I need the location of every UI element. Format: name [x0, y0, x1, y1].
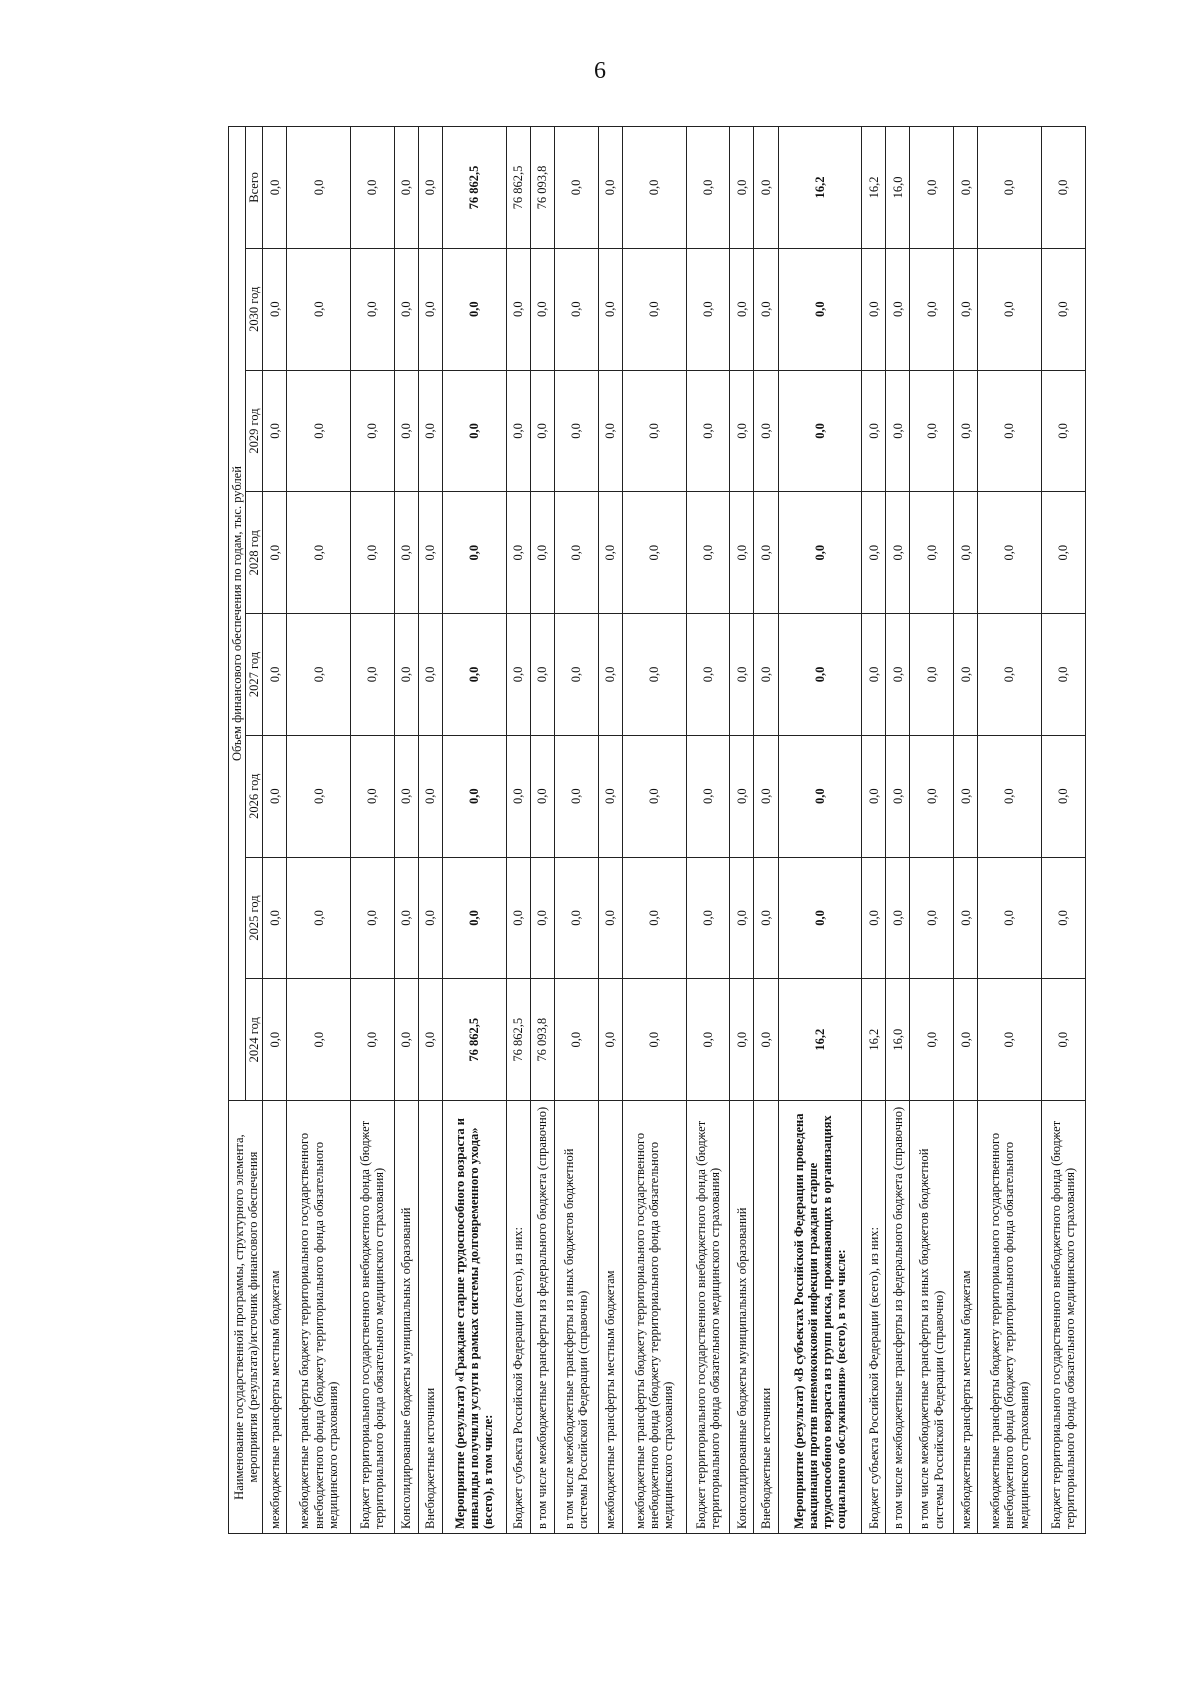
row-year-value: 0,0: [443, 370, 507, 492]
row-year-value: 0,0: [530, 857, 554, 979]
row-year-value: 0,0: [287, 735, 351, 857]
row-total-value: 0,0: [394, 127, 418, 249]
row-total-value: 16,2: [862, 127, 886, 249]
row-year-value: 0,0: [622, 735, 686, 857]
row-year-value: 0,0: [622, 370, 686, 492]
row-total-value: 0,0: [598, 127, 622, 249]
row-year-value: 0,0: [394, 248, 418, 370]
row-year-value: 0,0: [910, 979, 954, 1101]
row-total-value: 0,0: [287, 127, 351, 249]
row-source-name: Бюджет территориального государственного внебюджетного фонда (бюджет территориального фонда обязательного медицинского страхования): [686, 1101, 730, 1534]
row-year-value: 0,0: [730, 248, 754, 370]
row-year-value: 0,0: [910, 735, 954, 857]
row-year-value: 0,0: [418, 614, 442, 736]
row-total-value: 76 862,5: [443, 127, 507, 249]
table-row: [954, 127, 978, 1534]
row-year-value: 0,0: [754, 370, 778, 492]
row-year-value: 0,0: [622, 979, 686, 1101]
row-year-value: 0,0: [954, 857, 978, 979]
page-number: 6: [594, 58, 606, 84]
table-row: [862, 127, 886, 1534]
row-year-value: 0,0: [506, 857, 530, 979]
row-year-value: 0,0: [954, 370, 978, 492]
row-total-value: 0,0: [730, 127, 754, 249]
row-total-value: 0,0: [910, 127, 954, 249]
row-year-value: 76 093,8: [530, 979, 554, 1101]
row-total-value: 0,0: [686, 127, 730, 249]
row-year-value: 0,0: [554, 735, 598, 857]
row-year-value: 0,0: [886, 735, 910, 857]
row-year-value: 0,0: [598, 492, 622, 614]
table-row: [910, 127, 954, 1534]
row-year-value: 0,0: [418, 492, 442, 614]
row-source-name: Мероприятие (результат) «В субъектах Российской Федерации проведена вакцинация против пневмококковой инфекции граждан старше трудоспособного возраста из групп риска, проживающих в организациях социального обслуживания» (всего), в том числе:: [778, 1101, 862, 1534]
header-total: Всего: [246, 127, 263, 249]
row-total-value: 0,0: [554, 127, 598, 249]
table-row: [886, 127, 910, 1534]
table-row: [554, 127, 598, 1534]
row-year-value: 0,0: [1041, 492, 1085, 614]
row-year-value: 0,0: [263, 248, 287, 370]
header-row-top: [229, 127, 246, 1534]
table-row: [506, 127, 530, 1534]
row-year-value: 0,0: [263, 614, 287, 736]
row-total-value: 0,0: [351, 127, 395, 249]
row-year-value: 0,0: [598, 735, 622, 857]
row-year-value: 0,0: [730, 492, 754, 614]
row-year-value: 0,0: [754, 248, 778, 370]
row-year-value: 0,0: [886, 492, 910, 614]
row-year-value: 0,0: [862, 614, 886, 736]
row-year-value: 0,0: [1041, 248, 1085, 370]
row-year-value: 0,0: [686, 735, 730, 857]
row-year-value: 0,0: [554, 370, 598, 492]
row-year-value: 0,0: [622, 857, 686, 979]
row-year-value: 16,0: [886, 979, 910, 1101]
row-year-value: 0,0: [862, 735, 886, 857]
row-year-value: 0,0: [443, 492, 507, 614]
row-year-value: 0,0: [263, 857, 287, 979]
row-year-value: 0,0: [978, 248, 1042, 370]
row-year-value: 0,0: [730, 857, 754, 979]
row-source-name: в том числе межбюджетные трансферты из федерального бюджета (справочно): [530, 1101, 554, 1534]
row-source-name: межбюджетные трансферты местным бюджетам: [954, 1101, 978, 1534]
row-year-value: 0,0: [351, 614, 395, 736]
row-year-value: 0,0: [554, 248, 598, 370]
row-year-value: 0,0: [754, 979, 778, 1101]
header-group-title: Объем финансового обеспечения по годам, тыс. рублей: [229, 127, 246, 1101]
row-year-value: 0,0: [506, 370, 530, 492]
row-total-value: 0,0: [418, 127, 442, 249]
row-year-value: 0,0: [954, 492, 978, 614]
row-year-value: 0,0: [686, 857, 730, 979]
header-year: 2025 год: [246, 857, 263, 979]
row-year-value: 0,0: [418, 857, 442, 979]
row-year-value: 0,0: [394, 492, 418, 614]
row-year-value: 0,0: [778, 248, 862, 370]
row-year-value: 0,0: [598, 248, 622, 370]
row-year-value: 0,0: [287, 857, 351, 979]
row-year-value: 16,2: [862, 979, 886, 1101]
row-year-value: 0,0: [730, 370, 754, 492]
table-row: [1041, 127, 1085, 1534]
row-year-value: 0,0: [418, 735, 442, 857]
header-name-column: Наименование государственной программы, структурного элемента, мероприятия (результата)/источник финансового обеспечения: [229, 1101, 263, 1534]
table-row: [418, 127, 442, 1534]
row-year-value: 0,0: [287, 370, 351, 492]
row-year-value: 0,0: [554, 857, 598, 979]
row-year-value: 0,0: [978, 735, 1042, 857]
row-year-value: 0,0: [622, 614, 686, 736]
row-year-value: 0,0: [351, 370, 395, 492]
row-year-value: 0,0: [418, 979, 442, 1101]
row-year-value: 0,0: [554, 979, 598, 1101]
row-year-value: 0,0: [598, 979, 622, 1101]
row-year-value: 0,0: [954, 248, 978, 370]
row-year-value: 0,0: [886, 370, 910, 492]
row-year-value: 0,0: [686, 370, 730, 492]
row-year-value: 0,0: [886, 614, 910, 736]
row-total-value: 0,0: [263, 127, 287, 249]
row-year-value: 0,0: [886, 248, 910, 370]
row-source-name: в том числе межбюджетные трансферты из федерального бюджета (справочно): [886, 1101, 910, 1534]
table-row: [263, 127, 287, 1534]
row-year-value: 0,0: [598, 614, 622, 736]
row-source-name: Бюджет субъекта Российской Федерации (всего), из них:: [506, 1101, 530, 1534]
row-year-value: 0,0: [598, 370, 622, 492]
header-year: 2024 год: [246, 979, 263, 1101]
row-year-value: 0,0: [622, 492, 686, 614]
table-row: [778, 127, 862, 1534]
row-year-value: 0,0: [730, 979, 754, 1101]
row-year-value: 0,0: [778, 492, 862, 614]
row-source-name: межбюджетные трансферты местным бюджетам: [598, 1101, 622, 1534]
header-year: 2030 год: [246, 248, 263, 370]
row-total-value: 0,0: [978, 127, 1042, 249]
row-year-value: 0,0: [910, 248, 954, 370]
row-source-name: Бюджет территориального государственного внебюджетного фонда (бюджет территориального фонда обязательного медицинского страхования): [351, 1101, 395, 1534]
row-year-value: 0,0: [686, 979, 730, 1101]
row-year-value: 0,0: [954, 979, 978, 1101]
table-row: [754, 127, 778, 1534]
row-total-value: 0,0: [954, 127, 978, 249]
row-year-value: 0,0: [1041, 735, 1085, 857]
row-year-value: 0,0: [862, 370, 886, 492]
table-row: [978, 127, 1042, 1534]
row-year-value: 0,0: [978, 857, 1042, 979]
row-year-value: 0,0: [754, 492, 778, 614]
row-year-value: 0,0: [978, 979, 1042, 1101]
row-year-value: 0,0: [506, 492, 530, 614]
row-year-value: 0,0: [730, 735, 754, 857]
row-year-value: 0,0: [287, 248, 351, 370]
table-body: [263, 127, 1086, 1534]
row-year-value: 0,0: [263, 735, 287, 857]
row-year-value: 0,0: [351, 979, 395, 1101]
table-row: [443, 127, 507, 1534]
table-row: [730, 127, 754, 1534]
row-source-name: Консолидированные бюджеты муниципальных образований: [730, 1101, 754, 1534]
table-row: [622, 127, 686, 1534]
rotated-table-wrapper: [228, 126, 1086, 1534]
row-year-value: 0,0: [351, 857, 395, 979]
row-year-value: 0,0: [287, 492, 351, 614]
row-year-value: 0,0: [530, 370, 554, 492]
row-year-value: 0,0: [394, 979, 418, 1101]
row-year-value: 0,0: [394, 370, 418, 492]
row-source-name: в том числе межбюджетные трансферты из иных бюджетов бюджетной системы Российской Федерации (справочно): [910, 1101, 954, 1534]
row-year-value: 0,0: [754, 735, 778, 857]
row-year-value: 0,0: [530, 614, 554, 736]
row-year-value: 0,0: [954, 614, 978, 736]
header-year: 2026 год: [246, 735, 263, 857]
row-total-value: 0,0: [1041, 127, 1085, 249]
row-total-value: 76 862,5: [506, 127, 530, 249]
row-year-value: 0,0: [686, 492, 730, 614]
row-total-value: 0,0: [622, 127, 686, 249]
row-year-value: 0,0: [554, 492, 598, 614]
row-year-value: 0,0: [443, 248, 507, 370]
row-source-name: Бюджет территориального государственного внебюджетного фонда (бюджет территориального фонда обязательного медицинского страхования): [1041, 1101, 1085, 1534]
row-year-value: 0,0: [778, 370, 862, 492]
row-year-value: 0,0: [394, 614, 418, 736]
row-year-value: 0,0: [443, 735, 507, 857]
table-row: [394, 127, 418, 1534]
row-year-value: 0,0: [418, 248, 442, 370]
row-year-value: 0,0: [530, 248, 554, 370]
row-year-value: 0,0: [862, 248, 886, 370]
row-year-value: 76 862,5: [506, 979, 530, 1101]
row-year-value: 0,0: [394, 857, 418, 979]
row-source-name: Внебюджетные источники: [418, 1101, 442, 1534]
row-year-value: 0,0: [506, 248, 530, 370]
row-year-value: 0,0: [978, 492, 1042, 614]
row-year-value: 0,0: [351, 735, 395, 857]
table-row: [686, 127, 730, 1534]
table-row: [598, 127, 622, 1534]
row-year-value: 0,0: [978, 614, 1042, 736]
row-year-value: 0,0: [778, 857, 862, 979]
table-row: [287, 127, 351, 1534]
row-year-value: 0,0: [886, 857, 910, 979]
row-year-value: 0,0: [506, 735, 530, 857]
row-source-name: межбюджетные трансферты бюджету территориального государственного внебюджетного фонда (бюджету территориального фонда обязательного медицинского страхования): [978, 1101, 1042, 1534]
row-year-value: 0,0: [530, 492, 554, 614]
row-year-value: 0,0: [730, 614, 754, 736]
row-year-value: 0,0: [954, 735, 978, 857]
row-year-value: 0,0: [978, 370, 1042, 492]
row-source-name: межбюджетные трансферты бюджету территориального государственного внебюджетного фонда (бюджету территориального фонда обязательного медицинского страхования): [622, 1101, 686, 1534]
row-year-value: 0,0: [862, 857, 886, 979]
row-year-value: 0,0: [506, 614, 530, 736]
row-year-value: 0,0: [530, 735, 554, 857]
row-year-value: 0,0: [910, 492, 954, 614]
row-year-value: 0,0: [263, 492, 287, 614]
row-source-name: межбюджетные трансферты местным бюджетам: [263, 1101, 287, 1534]
row-year-value: 0,0: [910, 614, 954, 736]
row-year-value: 16,2: [778, 979, 862, 1101]
row-year-value: 0,0: [443, 857, 507, 979]
row-year-value: 0,0: [263, 979, 287, 1101]
header-year: 2027 год: [246, 614, 263, 736]
row-year-value: 0,0: [778, 614, 862, 736]
row-year-value: 0,0: [263, 370, 287, 492]
row-source-name: в том числе межбюджетные трансферты из иных бюджетов бюджетной системы Российской Федерации (справочно): [554, 1101, 598, 1534]
row-year-value: 0,0: [351, 492, 395, 614]
row-year-value: 0,0: [1041, 979, 1085, 1101]
row-source-name: межбюджетные трансферты бюджету территориального государственного внебюджетного фонда (бюджету территориального фонда обязательного медицинского страхования): [287, 1101, 351, 1534]
row-year-value: 0,0: [910, 857, 954, 979]
row-year-value: 0,0: [554, 614, 598, 736]
row-year-value: 0,0: [1041, 370, 1085, 492]
row-year-value: 0,0: [1041, 614, 1085, 736]
row-year-value: 0,0: [598, 857, 622, 979]
row-source-name: Внебюджетные источники: [754, 1101, 778, 1534]
row-year-value: 0,0: [910, 370, 954, 492]
row-year-value: 0,0: [418, 370, 442, 492]
row-year-value: 0,0: [287, 614, 351, 736]
row-year-value: 0,0: [351, 248, 395, 370]
financing-table: [228, 126, 1086, 1534]
row-year-value: 0,0: [862, 492, 886, 614]
row-year-value: 0,0: [778, 735, 862, 857]
row-year-value: 76 862,5: [443, 979, 507, 1101]
row-source-name: Консолидированные бюджеты муниципальных образований: [394, 1101, 418, 1534]
row-total-value: 16,0: [886, 127, 910, 249]
table-row: [351, 127, 395, 1534]
row-source-name: Бюджет субъекта Российской Федерации (всего), из них:: [862, 1101, 886, 1534]
header-year: 2028 год: [246, 492, 263, 614]
row-total-value: 0,0: [754, 127, 778, 249]
row-year-value: 0,0: [686, 614, 730, 736]
row-year-value: 0,0: [622, 248, 686, 370]
row-year-value: 0,0: [686, 248, 730, 370]
row-total-value: 76 093,8: [530, 127, 554, 249]
table-row: [530, 127, 554, 1534]
row-source-name: Мероприятие (результат) «Граждане старше трудоспособного возраста и инвалиды получили услуги в рамках системы долговременного ухода» (всего), в том числе:: [443, 1101, 507, 1534]
row-year-value: 0,0: [287, 979, 351, 1101]
row-year-value: 0,0: [754, 614, 778, 736]
row-total-value: 16,2: [778, 127, 862, 249]
header-year: 2029 год: [246, 370, 263, 492]
row-year-value: 0,0: [754, 857, 778, 979]
row-year-value: 0,0: [394, 735, 418, 857]
row-year-value: 0,0: [1041, 857, 1085, 979]
row-year-value: 0,0: [443, 614, 507, 736]
